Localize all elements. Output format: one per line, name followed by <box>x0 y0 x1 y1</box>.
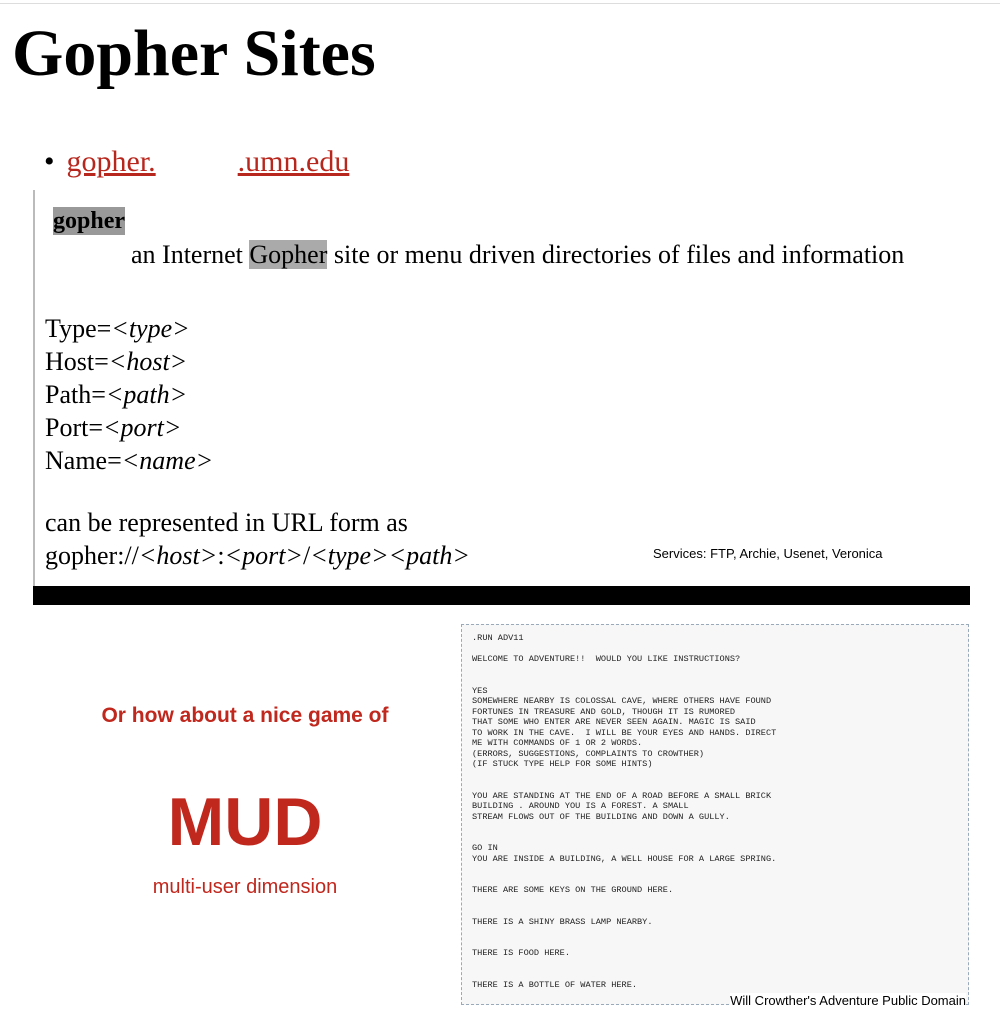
adventure-transcript <box>461 624 969 1005</box>
gopher-site-list-item <box>44 142 349 182</box>
section-divider-bar <box>33 586 970 605</box>
def-suffix: site or menu driven directories of files and information <box>327 240 905 269</box>
field-type: Type=<type> <box>45 314 190 343</box>
mud-subtitle: multi-user dimension <box>152 876 338 898</box>
services-caption: Services: FTP, Archie, Usenet, Veronica <box>653 546 883 561</box>
field-path: Path=<path> <box>45 380 188 409</box>
page-title: Gopher Sites <box>12 17 376 90</box>
gopher-link-part1[interactable]: gopher. <box>66 145 156 178</box>
transcript-text: .RUN ADV11 WELCOME TO ADVENTURE!! WOULD YOU LIKE INSTRUCTIONS? YES SOMEWHERE NEARBY IS COLOSSAL CAVE, WHERE OTHERS HAVE FOUND FORTUNES IN TREASURE AND GOLD, THOUGH IT IS RUMORED THAT SOME WHO ENTER ARE NEVER SEEN AGAIN. MAGIC IS SAID TO WORK IN THE CAVE. I WILL BE YOUR EYES AND HANDS. DIRECT ME WITH COMMANDS OF 1 OR 2 WORDS. (ERRORS, SUGGESTIONS, COMPLAINTS TO CROWTHER) (IF STUCK TYPE HELP FOR SOME HINTS) YOU ARE STANDING AT THE END OF A ROAD BEFORE A SMALL BRICK BUILDING . AROUND YOU IS A FOREST. A SMALL STREAM FLOWS OUT OF THE BUILDING AND DOWN A GULLY. GO IN YOU ARE INSIDE A BUILDING, A WELL HOUSE FOR A LARGE SPRING. THERE ARE SOME KEYS ON THE GROUND HERE. THERE IS A SHINY BRASS LAMP NEARBY. THERE IS FOOD HERE. THERE IS A BOTTLE OF WATER HERE. <box>472 633 777 990</box>
gopher-link-part2[interactable]: .umn.edu <box>237 145 350 178</box>
gopher-fields <box>45 312 213 477</box>
mud-heading: MUD <box>167 784 323 860</box>
image-credit: Will Crowther's Adventure Public Domain <box>730 993 966 1008</box>
definition-term: gopher <box>53 208 125 234</box>
quote-border <box>33 190 35 586</box>
field-port: Port=<port> <box>45 413 182 442</box>
game-prompt: Or how about a nice game of <box>101 704 389 727</box>
def-highlight: Gopher <box>249 240 328 269</box>
top-divider <box>0 3 1000 4</box>
def-prefix: an Internet <box>131 240 250 269</box>
url-form-pattern: gopher://<host>:<port>/<type><path> <box>45 541 470 570</box>
url-form-intro: can be represented in URL form as <box>45 508 408 537</box>
bullet-icon: • <box>44 145 55 178</box>
field-host: Host=<host> <box>45 347 188 376</box>
url-form <box>45 506 470 572</box>
field-name: Name=<name> <box>45 446 214 475</box>
definition-text <box>131 239 904 271</box>
